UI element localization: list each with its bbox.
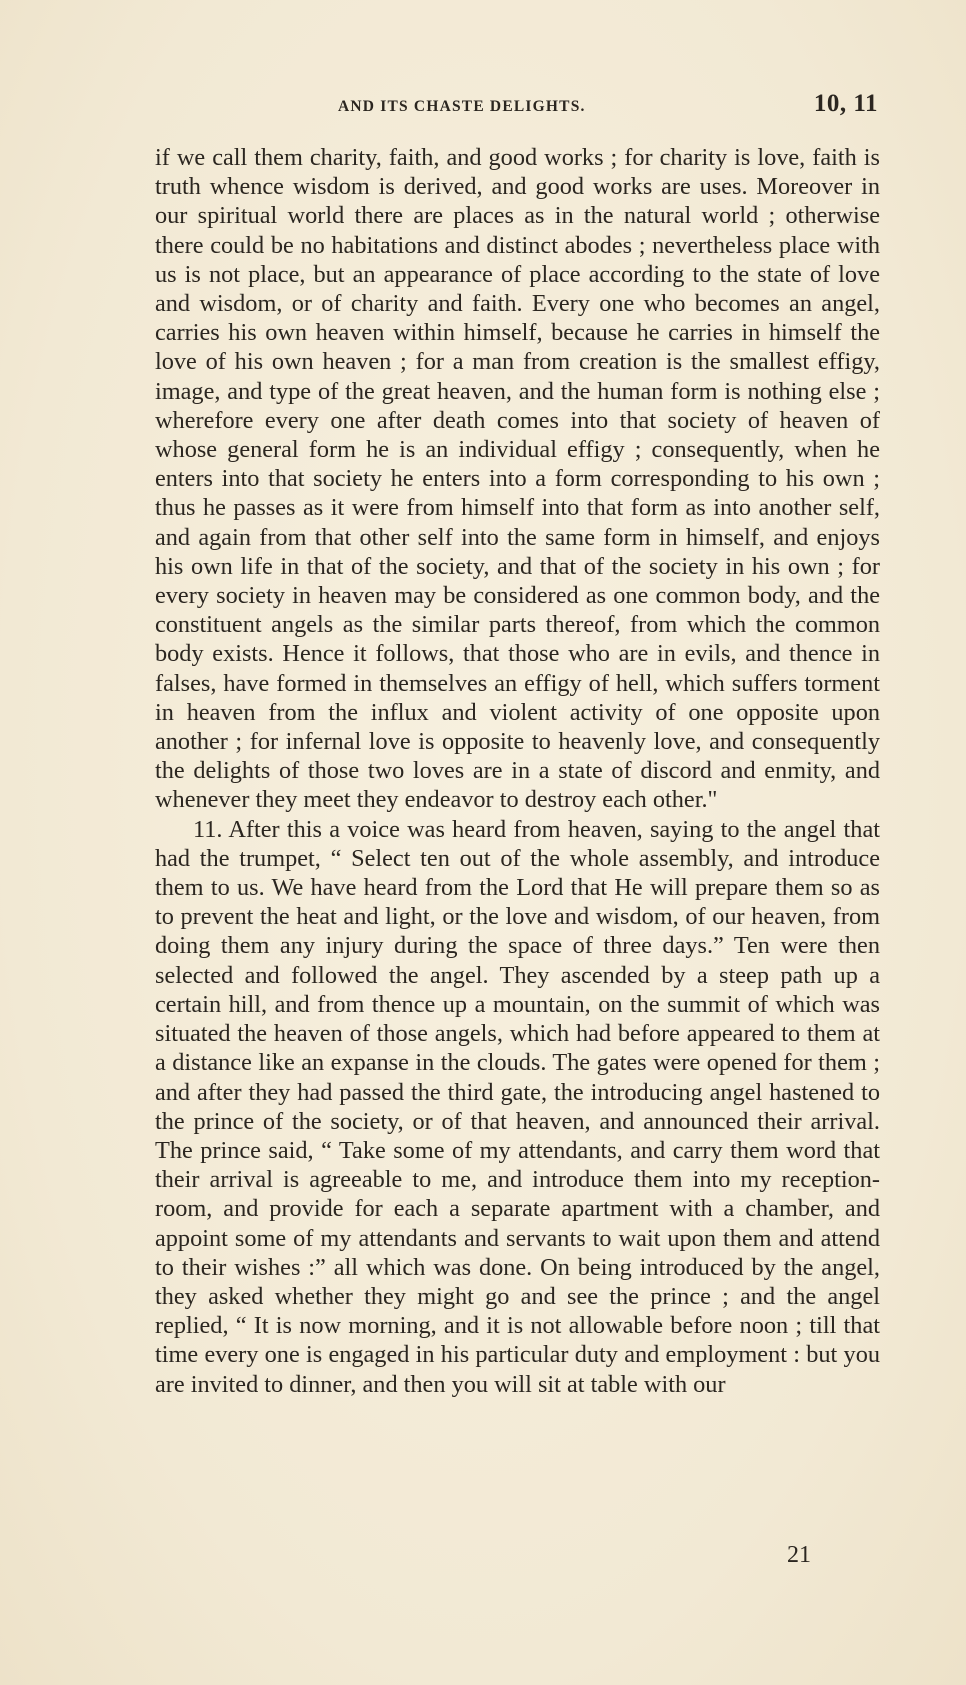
section-numbers: 10, 11 (813, 90, 878, 117)
paragraph-section-11: 11. After this a voice was heard from heaven, saying to the angel that had the trumpet, “ Select ten out of the whole assembly, and introduce them to us. We have heard from the Lord that He will prepare them so as to prevent the heat and light, or the love and wisdom, of our heaven, from doing them any injury during the space of three days.” Ten were then selected and followed the angel. They ascended by a steep path up a certain hill, and from thence up a mountain, on the summit of which was situated the heaven of those angels, which had before appeared to them at a distance like an expanse in the clouds. The gates were opened for them ; and after they had passed the third gate, the introducing angel hastened to the prince of the society, or of that heaven, and announced their arrival. The prince said, “ Take some of my attendants, and carry them word that their arrival is agreeable to me, and introduce them into my reception-room, and provide for each a separate apartment with a chamber, and appoint some of my attendants and servants to wait upon them and attend to their wishes :” all which was done. On being introduced by the angel, they asked whether they might go and see the prince ; and the angel replied, “ It is now morning, and it is not allowable before noon ; till that time every one is engaged in his particular duty and employment : but you are invited to dinner, and then you will sit at table with our (155, 815, 880, 1398)
page-number: 21 (787, 1542, 811, 1568)
page-header (155, 90, 880, 122)
paragraph-continuation: if we call them charity, faith, and good works ; for charity is love, faith is truth whence wisdom is derived, and good works are uses. Moreover in our spiritual world there are places as in the natural world ; otherwise there could be no habitations and distinct abodes ; nevertheless place with us is not place, but an appearance of place according to the state of love and wisdom, or of charity and faith. Every one who becomes an angel, carries his own heaven within himself, because he carries in himself the love of his own heaven ; for a man from creation is the smallest effigy, image, and type of the great heaven, and the human form is nothing else ; wherefore every one after death comes into that society of heaven of whose general form he is an individual effigy ; consequently, when he enters into that society he enters into a form corresponding to his own ; thus he passes as it were from himself into that form as into another self, and again from that other self into the same form in himself, and enjoys his own life in that of the society, and that of the society in his own ; for every society in heaven may be considered as one common body, and the constituent angels as the similar parts thereof, from which the common body exists. Hence it follows, that those who are in evils, and thence in falses, have formed in themselves an effigy of hell, which suffers torment in heaven from the influx and violent activity of one opposite upon another ; for infernal love is opposite to heavenly love, and consequently the delights of those two loves are in a state of discord and enmity, and whenever they meet they endeavor to destroy each other." (155, 144, 880, 814)
running-head: AND ITS CHASTE DELIGHTS. (338, 98, 586, 115)
body-text (155, 143, 880, 1399)
